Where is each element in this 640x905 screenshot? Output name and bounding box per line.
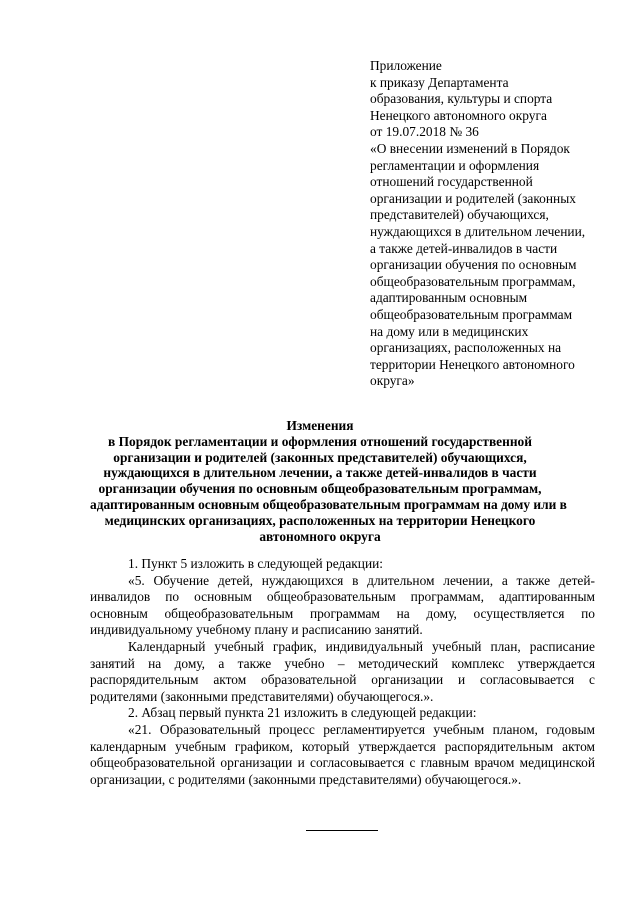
paragraph-item-1: 1. Пункт 5 изложить в следующей редакции: bbox=[128, 556, 384, 571]
heading-line: адаптированным основным общеобразовательным программам на дому или в bbox=[90, 496, 567, 512]
appendix-line: округа» bbox=[370, 373, 415, 389]
heading-line: автономного округа bbox=[259, 528, 381, 544]
heading-line: нуждающихся в длительном лечении, а также детей-инвалидов в части bbox=[103, 465, 537, 481]
heading-line: медицинских организациях, расположенных на территории Ненецкого bbox=[104, 512, 536, 528]
document-heading bbox=[90, 418, 567, 544]
paragraph-quote-item-21: «21. Образовательный процесс регламентируется учебным планом, годовым календарным учебным графиком, который утверждается распорядительным актом общеобразовательной организации и согласовывается с главным врачом медицинской организации, с родителями (законными представителями) обучающегося.». bbox=[90, 721, 595, 787]
paragraph-quote-item-5: «5. Обучение детей, нуждающихся в длительном лечении, а также детей-инвалидов по основным общеобразовательным программам, адаптированным основным общеобразовательным программам на дому, осуществляется по индивидуальному учебному плану и расписанию занятий. bbox=[90, 572, 595, 638]
appendix-line: Приложение bbox=[370, 58, 442, 73]
paragraph-schedule: Календарный учебный график, индивидуальный учебный план, расписание занятий на дому, а также учебно – методический комплекс утверждается распорядительным актом образовательной организации и согласовывается с родителями (законными представителями) обучающегося.». bbox=[90, 638, 595, 704]
appendix-line: адаптированным основным bbox=[370, 290, 528, 306]
appendix-line: отношений государственной bbox=[370, 174, 533, 190]
appendix-line: «О внесении изменений в Порядок bbox=[370, 140, 570, 156]
appendix-line: на дому или в медицинских bbox=[370, 323, 529, 339]
document-body bbox=[90, 556, 595, 788]
appendix-line: организациях, расположенных на bbox=[370, 340, 562, 356]
appendix-line: территории Ненецкого автономного bbox=[370, 356, 575, 372]
end-divider bbox=[306, 830, 378, 831]
appendix-line: представителей) обучающихся, bbox=[370, 207, 549, 223]
heading-line: организации обучения по основным общеобразовательным программам, bbox=[98, 481, 542, 497]
appendix-line: а также детей-инвалидов в части bbox=[370, 240, 558, 256]
appendix-line: нуждающихся в длительном лечении, bbox=[370, 223, 586, 239]
heading-line: организации и родителей (законных представителей) обучающихся, bbox=[113, 449, 527, 465]
appendix-line: регламентации и оформления bbox=[370, 157, 540, 173]
paragraph-item-2: 2. Абзац первый пункта 21 изложить в следующей редакции: bbox=[128, 705, 477, 721]
appendix-line: организации обучения по основным bbox=[370, 257, 577, 273]
appendix-line: Ненецкого автономного округа bbox=[370, 107, 547, 123]
appendix-line: образования, культуры и спорта bbox=[370, 91, 553, 107]
appendix-line: к приказу Департамента bbox=[370, 74, 509, 90]
heading-line: в Порядок регламентации и оформления отношений государственной bbox=[108, 433, 532, 449]
appendix-line: общеобразовательным программам bbox=[370, 306, 573, 322]
heading-title: Изменения bbox=[286, 418, 354, 433]
appendix-line: общеобразовательным программам, bbox=[370, 273, 576, 289]
appendix-block bbox=[370, 58, 610, 390]
appendix-line: от 19.07.2018 № 36 bbox=[370, 124, 479, 140]
appendix-line: организации и родителей (законных bbox=[370, 190, 576, 206]
